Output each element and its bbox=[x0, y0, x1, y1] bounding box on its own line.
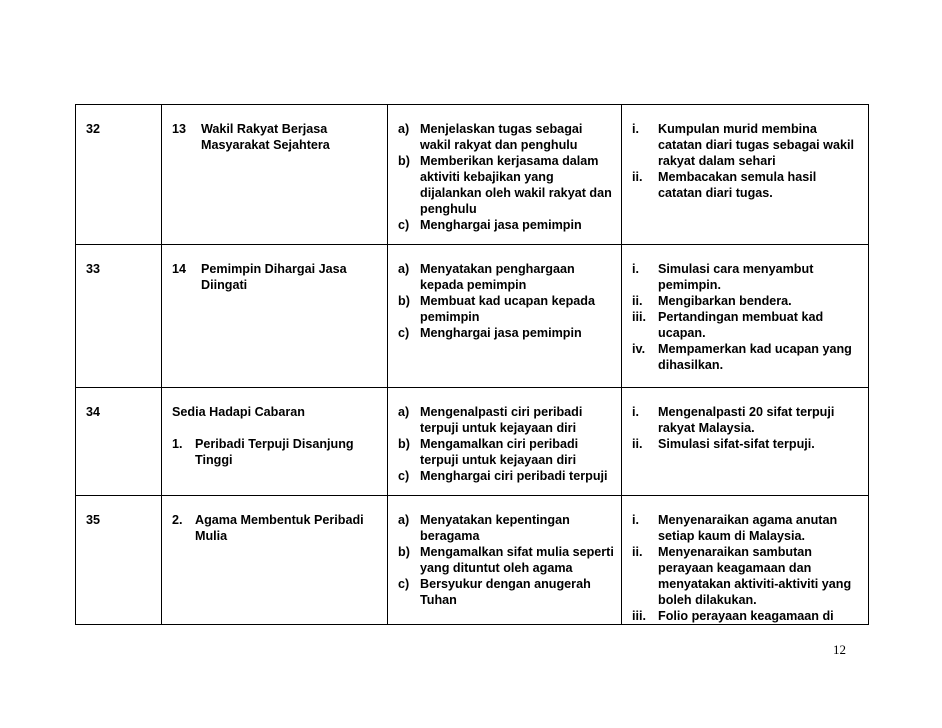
activity-item bbox=[632, 309, 862, 341]
activity-item-text: Mengibarkan bendera. bbox=[658, 294, 792, 308]
objective-item bbox=[398, 544, 615, 576]
objective-item bbox=[398, 325, 615, 341]
activity-item-text: Mempamerkan kad ucapan yang dihasilkan. bbox=[658, 342, 852, 372]
activity-item-marker: iii. bbox=[632, 609, 646, 623]
activity-item-text: Mengenalpasti 20 sifat terpuji rakyat Malaysia. bbox=[658, 405, 835, 435]
objective-item-marker: b) bbox=[398, 154, 410, 168]
table-row bbox=[76, 105, 869, 245]
objective-item-marker: a) bbox=[398, 122, 410, 136]
activity-item-text: Simulasi cara menyambut pemimpin. bbox=[658, 262, 814, 292]
activity-item bbox=[632, 169, 862, 201]
objective-item-text: Menyatakan kepentingan beragama bbox=[420, 513, 570, 543]
activities-cell bbox=[622, 388, 869, 496]
topic-item-marker: 2. bbox=[172, 513, 183, 527]
activity-item-marker: ii. bbox=[632, 170, 643, 184]
topic-cell bbox=[162, 245, 388, 388]
activity-item bbox=[632, 121, 862, 169]
activity-item-marker: ii. bbox=[632, 545, 643, 559]
objective-item-marker: a) bbox=[398, 405, 410, 419]
objective-item bbox=[398, 121, 615, 153]
week-number: 32 bbox=[86, 122, 101, 136]
activity-item-marker: i. bbox=[632, 405, 639, 419]
objective-item bbox=[398, 512, 615, 544]
activity-item-marker: i. bbox=[632, 262, 639, 276]
topic-item-text: Peribadi Terpuji Disanjung Tinggi bbox=[195, 437, 354, 467]
topic-item-marker: 1. bbox=[172, 437, 183, 451]
activity-item-text: Folio perayaan keagamaan di bbox=[658, 609, 834, 623]
topic-cell bbox=[162, 388, 388, 496]
objectives-cell bbox=[388, 105, 622, 245]
topic-item-marker: 13 bbox=[172, 122, 187, 136]
week-number: 34 bbox=[86, 405, 101, 419]
activities-cell bbox=[622, 245, 869, 388]
week-cell bbox=[76, 388, 162, 496]
week-cell bbox=[76, 245, 162, 388]
objective-item-marker: a) bbox=[398, 262, 410, 276]
activity-item-marker: i. bbox=[632, 513, 639, 527]
objective-item-marker: c) bbox=[398, 577, 410, 591]
objective-item bbox=[398, 261, 615, 293]
objective-item bbox=[398, 293, 615, 325]
topic-cell bbox=[162, 496, 388, 625]
activity-item-marker: iv. bbox=[632, 342, 646, 356]
objective-item bbox=[398, 576, 615, 608]
objective-item-text: Mengamalkan sifat mulia seperti yang dituntut oleh agama bbox=[420, 545, 614, 575]
objective-item-text: Menghargai ciri peribadi terpuji bbox=[420, 469, 608, 483]
activity-item bbox=[632, 436, 862, 452]
objective-item-text: Menjelaskan tugas sebagai wakil rakyat dan penghulu bbox=[420, 122, 583, 152]
objective-item-marker: a) bbox=[398, 513, 410, 527]
table-row bbox=[76, 388, 869, 496]
objective-item-marker: c) bbox=[398, 326, 410, 340]
week-cell bbox=[76, 496, 162, 625]
objective-item-text: Menghargai jasa pemimpin bbox=[420, 326, 582, 340]
page-number: 12 bbox=[833, 642, 846, 657]
activity-item-text: Pertandingan membuat kad ucapan. bbox=[658, 310, 824, 340]
objectives-cell bbox=[388, 245, 622, 388]
activity-item-text: Membacakan semula hasil catatan diari tugas. bbox=[658, 170, 817, 200]
objective-item-text: Menghargai jasa pemimpin bbox=[420, 218, 582, 232]
activity-item bbox=[632, 512, 862, 544]
topic-item-marker: 14 bbox=[172, 262, 187, 276]
activities-cell bbox=[622, 496, 869, 625]
objective-item-marker: c) bbox=[398, 218, 410, 232]
objective-item-marker: c) bbox=[398, 469, 410, 483]
objectives-cell bbox=[388, 388, 622, 496]
activity-item-marker: ii. bbox=[632, 437, 643, 451]
topic-item bbox=[172, 261, 381, 293]
objective-item bbox=[398, 217, 615, 233]
week-cell bbox=[76, 105, 162, 245]
activity-item-marker: ii. bbox=[632, 294, 643, 308]
lesson-plan-table bbox=[75, 104, 869, 625]
activity-item bbox=[632, 544, 862, 608]
objective-item-text: Menyatakan penghargaan kepada pemimpin bbox=[420, 262, 575, 292]
objectives-cell bbox=[388, 496, 622, 625]
objective-item-text: Bersyukur dengan anugerah Tuhan bbox=[420, 577, 591, 607]
topic-item bbox=[172, 436, 381, 468]
table-row bbox=[76, 496, 869, 625]
objective-item-marker: b) bbox=[398, 545, 410, 559]
activity-item bbox=[632, 608, 862, 624]
activities-cell bbox=[622, 105, 869, 245]
topic-cell bbox=[162, 105, 388, 245]
topic-item-text: Wakil Rakyat Berjasa Masyarakat Sejahtera bbox=[201, 122, 330, 152]
objective-item bbox=[398, 468, 615, 484]
topic-item-text: Pemimpin Dihargai Jasa Diingati bbox=[201, 262, 347, 292]
activity-item-marker: iii. bbox=[632, 310, 646, 324]
objective-item bbox=[398, 436, 615, 468]
week-number: 35 bbox=[86, 513, 101, 527]
topic-item-text: Agama Membentuk Peribadi Mulia bbox=[195, 513, 364, 543]
objective-item-marker: b) bbox=[398, 437, 410, 451]
topic-heading: Sedia Hadapi Cabaran bbox=[172, 405, 305, 419]
activity-item-text: Menyenaraikan sambutan perayaan keagamaan dan menyatakan aktiviti-aktiviti yang boleh dilakukan. bbox=[658, 545, 852, 607]
objective-item bbox=[398, 404, 615, 436]
objective-item-text: Mengenalpasti ciri peribadi terpuji untuk kejayaan diri bbox=[420, 405, 583, 435]
objective-item-text: Memberikan kerjasama dalam aktiviti kebajikan yang dijalankan oleh wakil rakyat dan penghulu bbox=[420, 154, 612, 216]
table-body bbox=[76, 105, 869, 625]
activity-item-text: Kumpulan murid membina catatan diari tugas sebagai wakil rakyat dalam sehari bbox=[658, 122, 854, 168]
objective-item-text: Membuat kad ucapan kepada pemimpin bbox=[420, 294, 595, 324]
objective-item bbox=[398, 153, 615, 217]
activity-item-text: Menyenaraikan agama anutan setiap kaum di Malaysia. bbox=[658, 513, 838, 543]
activity-item-text: Simulasi sifat-sifat terpuji. bbox=[658, 437, 815, 451]
activity-item bbox=[632, 404, 862, 436]
objective-item-marker: b) bbox=[398, 294, 410, 308]
topic-item bbox=[172, 121, 381, 153]
topic-item bbox=[172, 512, 381, 544]
week-number: 33 bbox=[86, 262, 101, 276]
activity-item bbox=[632, 293, 862, 309]
activity-item-marker: i. bbox=[632, 122, 639, 136]
objective-item-text: Mengamalkan ciri peribadi terpuji untuk kejayaan diri bbox=[420, 437, 579, 467]
activity-item bbox=[632, 261, 862, 293]
activity-item bbox=[632, 341, 862, 373]
table-row bbox=[76, 245, 869, 388]
